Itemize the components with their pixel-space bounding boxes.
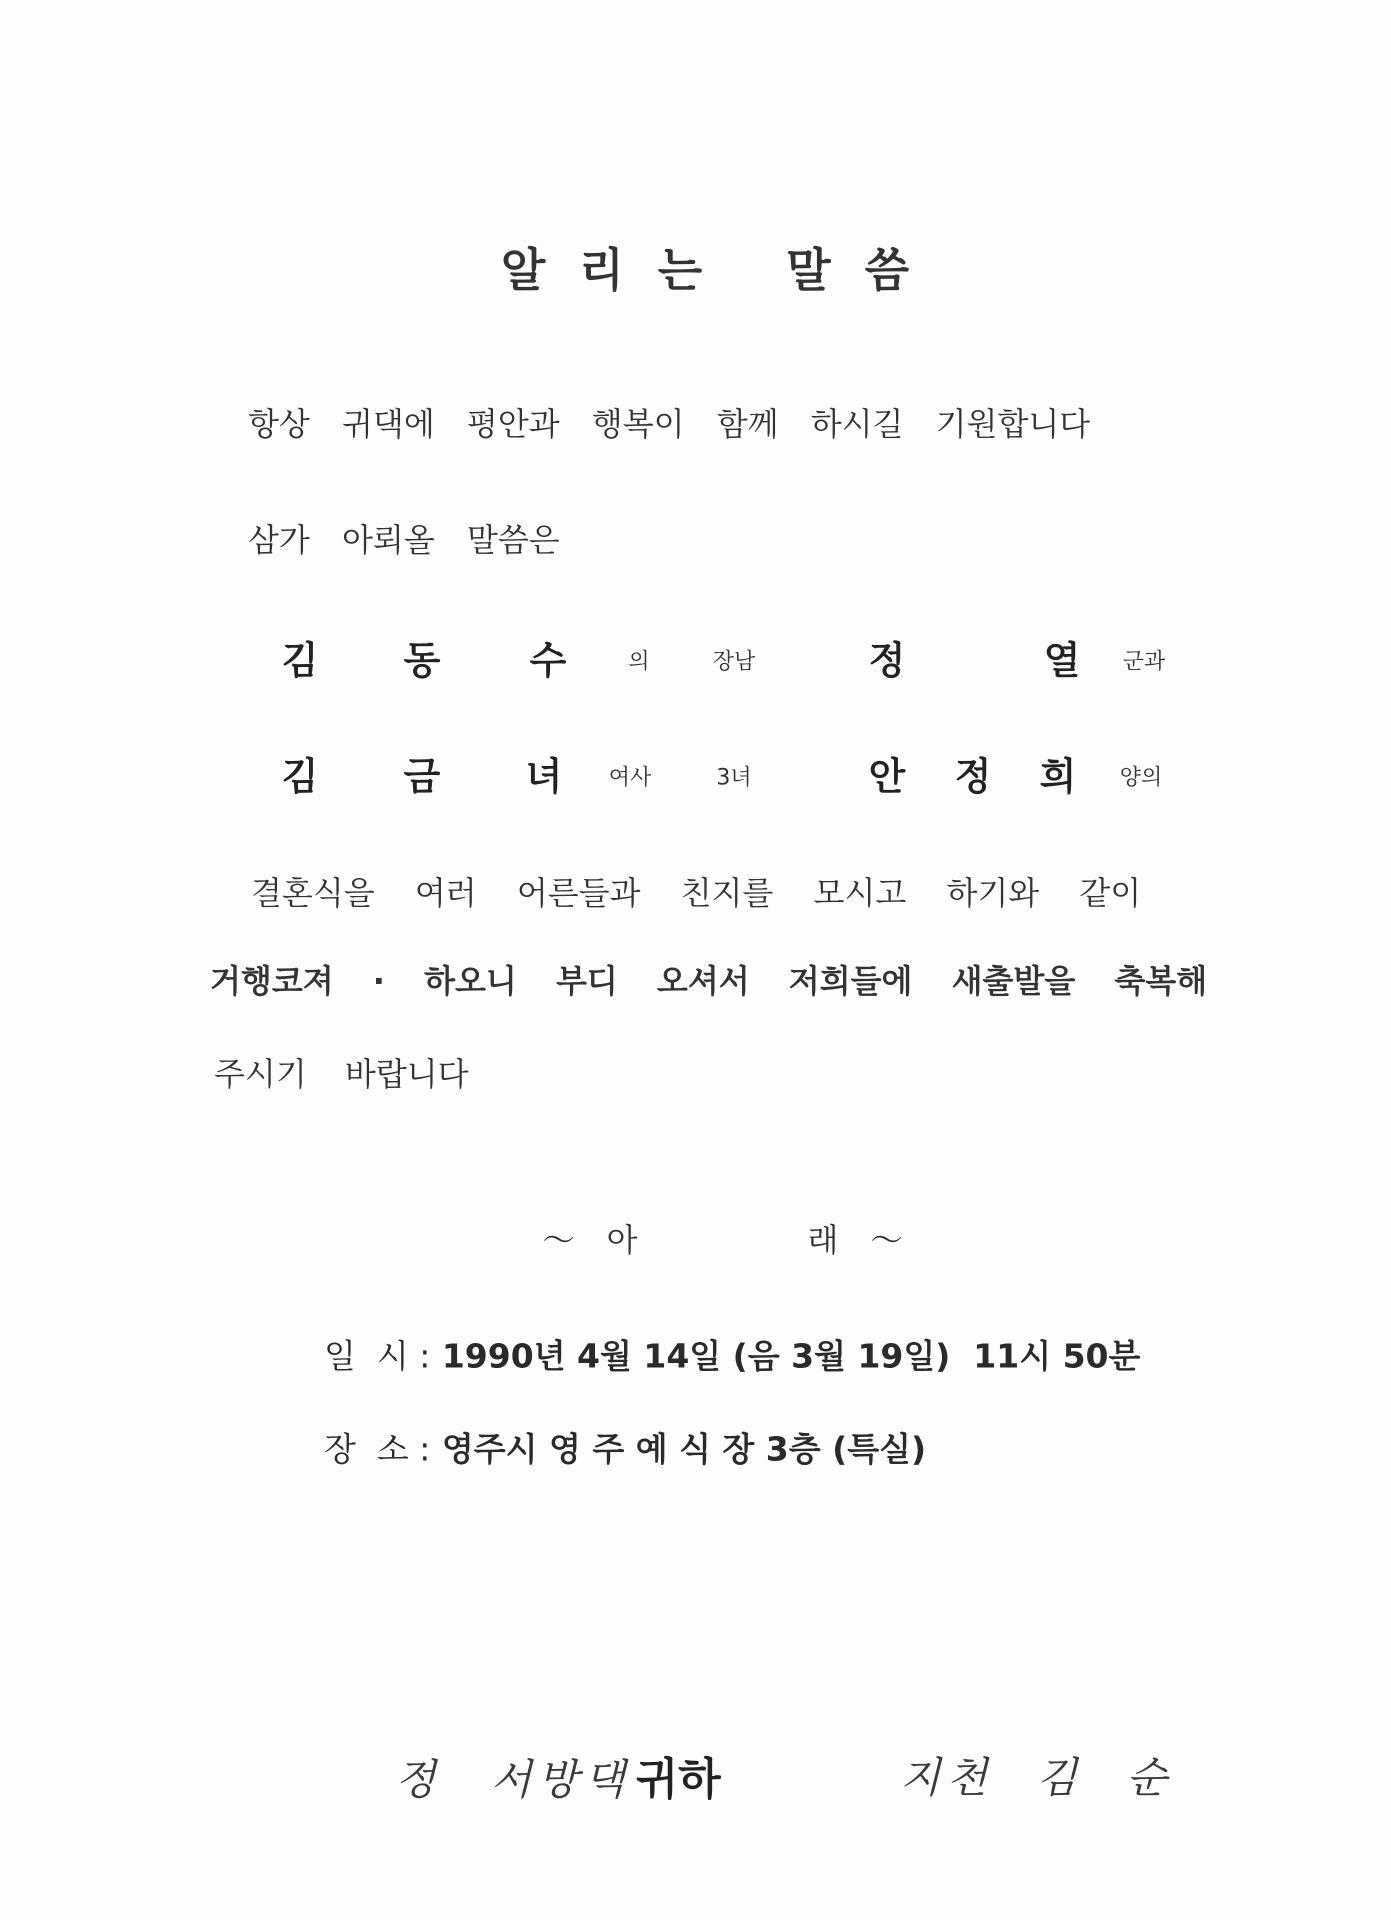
groom-father-char: 수 xyxy=(529,638,567,683)
bride-relation: 여사 xyxy=(608,765,652,791)
notice-header-right: 래 ～ xyxy=(807,1221,903,1259)
groom-relation: 의 xyxy=(628,649,650,675)
bride-suffix: 양의 xyxy=(1119,765,1163,791)
groom-name-char: 열 xyxy=(1043,638,1081,683)
body-line: 결혼식을 여러 어른들과 친지를 모시고 하기와 같이 xyxy=(251,874,1142,912)
notice-header-left: ～ 아 xyxy=(542,1221,638,1259)
bride-mother-char: 금 xyxy=(403,754,441,799)
greeting-line: 항상 귀댁에 평안과 행복이 함께 하시길 기원합니다 xyxy=(248,405,1091,443)
bride-name-char: 희 xyxy=(1039,754,1077,799)
groom-name-char: 정 xyxy=(868,638,906,683)
intro-line: 삼가 아뢰올 말씀은 xyxy=(248,521,560,559)
place-row xyxy=(324,1424,926,1471)
addressee-line xyxy=(395,1743,721,1807)
datetime-value: 1990년 4월 14일 (음 3월 19일) 11시 50분 xyxy=(441,1336,1141,1376)
handwritten-sender: 지천 김 순 xyxy=(900,1753,1173,1802)
bride-name-char: 정 xyxy=(954,754,992,799)
bride-name-char: 안 xyxy=(868,754,906,799)
groom-relation: 장남 xyxy=(712,649,756,675)
page-title: 알리는 말씀 xyxy=(500,243,944,297)
place-value: 영주시 영 주 예 식 장 3층 (특실) xyxy=(441,1429,927,1469)
handwritten-addressee: 정 서방댁 xyxy=(395,1755,631,1804)
groom-father-char: 김 xyxy=(281,638,319,683)
groom-father-char: 동 xyxy=(403,638,441,683)
bride-mother-char: 김 xyxy=(281,754,319,799)
body-line: 거행코져 · 하오니 부디 오셔서 저희들에 새출발을 축복해 xyxy=(210,962,1208,1000)
place-label: 장 소 : xyxy=(324,1429,431,1469)
datetime-label: 일 시 : xyxy=(324,1336,431,1376)
groom-suffix: 군과 xyxy=(1122,649,1166,675)
datetime-row xyxy=(324,1331,1140,1378)
honorific: 귀하 xyxy=(635,1754,721,1805)
bride-relation: 3녀 xyxy=(716,765,752,791)
bride-mother-char: 녀 xyxy=(525,754,563,799)
body-line: 주시기 바랍니다 xyxy=(214,1055,469,1093)
